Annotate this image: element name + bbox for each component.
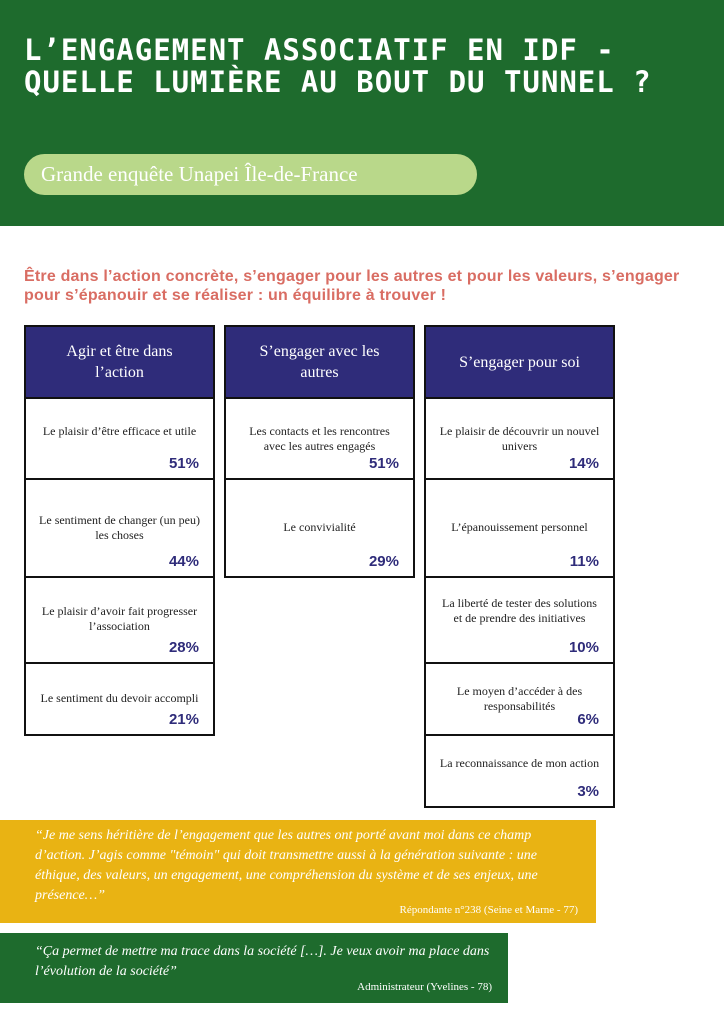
column-others	[224, 325, 415, 578]
cell-percent: 29%	[368, 553, 399, 570]
table-cell	[26, 399, 213, 480]
cell-label: Le plaisir d’être efficace et utile	[42, 424, 197, 438]
table-cell	[226, 399, 413, 480]
subtitle: Grande enquête Unapei Île-de-France	[41, 162, 358, 186]
cell-percent: 21%	[168, 711, 199, 728]
quote-box-yellow	[0, 820, 596, 923]
cell-label: Le sentiment de changer (un peu) les choses	[39, 513, 200, 542]
cell-label: Les contacts et les rencontres avec les autres engagés	[249, 424, 390, 453]
cell-label: La reconnaissance de mon action	[439, 756, 600, 770]
cell-percent: 10%	[568, 639, 599, 656]
cell-percent: 11%	[569, 553, 599, 570]
cell-percent: 14%	[568, 455, 599, 472]
column-heading: S’engager pour soi	[426, 327, 613, 399]
cell-label: Le plaisir de découvrir un nouvel univers	[439, 424, 600, 453]
page-title: L’ENGAGEMENT ASSOCIATIF EN IDF - QUELLE LUMIÈRE AU BOUT DU TUNNEL ?	[24, 33, 652, 99]
cell-percent: 51%	[368, 455, 399, 472]
cell-label: Le sentiment du devoir accompli	[40, 691, 199, 705]
quote-text: “Je me sens héritière de l’engagement que les autres ont porté avant moi dans ce champ d’action. J’agis comme "témoin" qui doit transmettre aussi à la génération suivante : une éthique, des valeurs, un engagement, une compréhension du système et de ses enjeux, une présence…”	[35, 828, 538, 903]
subtitle-pill	[24, 154, 477, 195]
table-cell	[26, 480, 213, 578]
table-cell	[26, 664, 213, 736]
cell-percent: 44%	[168, 553, 199, 570]
column-heading: Agir et être dans l’action	[26, 327, 213, 399]
table-cell	[226, 480, 413, 578]
column-heading: S’engager avec les autres	[226, 327, 413, 399]
cell-label: Le moyen d’accéder à des responsabilités	[456, 684, 583, 713]
column-self	[424, 325, 615, 808]
cell-percent: 51%	[168, 455, 199, 472]
table-cell	[426, 664, 613, 736]
table-cell	[426, 736, 613, 808]
cell-percent: 3%	[577, 783, 599, 800]
cell-percent: 28%	[168, 639, 199, 656]
cell-label: L’épanouissement personnel	[451, 520, 588, 534]
table-cell	[426, 578, 613, 664]
intro-text: Être dans l’action concrète, s’engager pour les autres et pour les valeurs, s’engager pour s’épanouir et se réaliser : un équilibre à trouver !	[24, 268, 680, 304]
cell-label: Le convivialité	[283, 520, 356, 534]
header-banner	[0, 0, 724, 226]
table-cell	[426, 480, 613, 578]
quote-text: “Ça permet de mettre ma trace dans la société […]. Je veux avoir ma place dans l’évolution de la société”	[35, 944, 490, 979]
cell-label: La liberté de tester des solutions et de prendre des initiatives	[442, 596, 597, 625]
quote-box-green	[0, 933, 508, 1003]
table-cell	[26, 578, 213, 664]
quote-author: Répondante n°238 (Seine et Marne - 77)	[399, 904, 578, 916]
cell-label: Le plaisir d’avoir fait progresser l’association	[41, 604, 198, 633]
column-action	[24, 325, 215, 736]
quote-author: Administrateur (Yvelines - 78)	[357, 981, 492, 993]
cell-percent: 6%	[577, 711, 599, 728]
table-cell	[426, 399, 613, 480]
